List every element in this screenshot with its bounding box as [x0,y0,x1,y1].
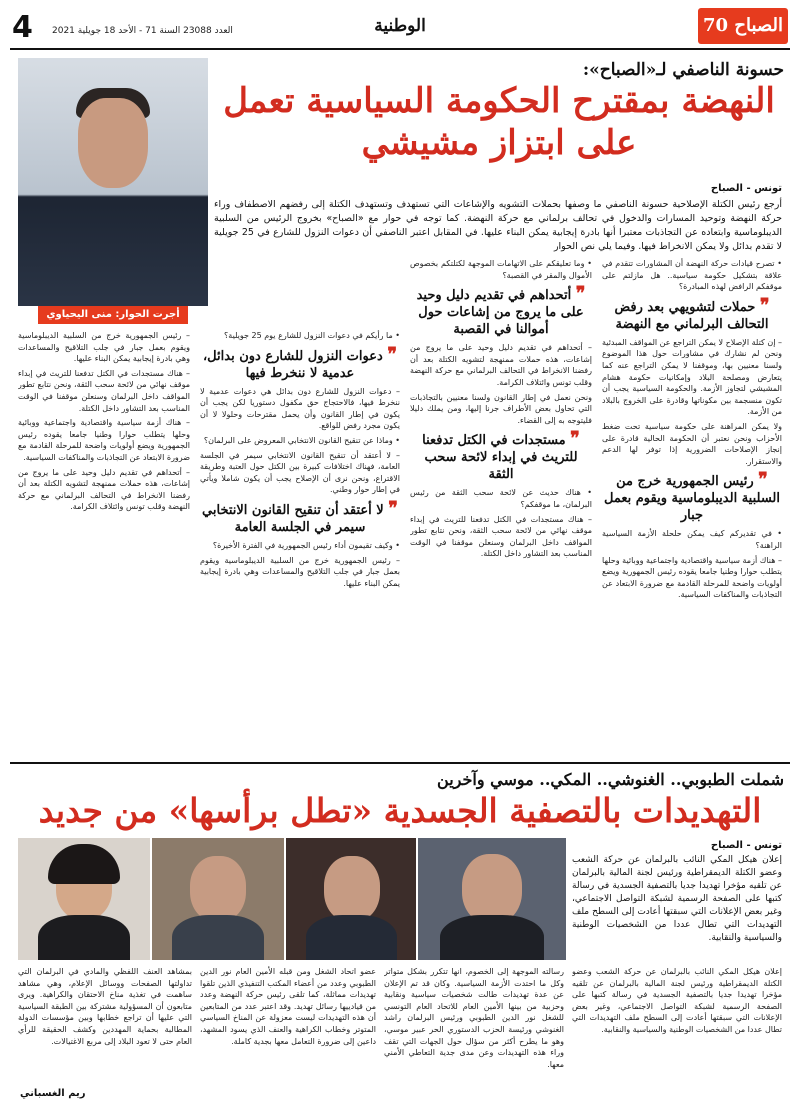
article2-column-4 [18,966,192,1084]
paragraph: عضو اتحاد الشغل ومن قبله الأمين العام نور الدين الطبوبي وعدد من أعضاء المكتب التنفيذي الذين تلقوا تهديدات مماثلة، كما تلقى رئيس حركة النهضة وعدد من قيادييها رسائل تهديد. وقد اعتبر عدد من المتابعين أن هذه التهديدات ليست معزولة عن المناخ السياسي المتوتر وخطاب الكراهية والعنف الذي يسود المشهد، داعين إلى ضرورة التعامل معها بجدية كاملة. [200,967,376,1046]
pull-quote-text: دعوات النزول للشارع دون بدائل، عدمية لا ننخرط فيها [202,348,383,381]
paragraph: ونحن نعمل في إطار القانون ولسنا معنيين بالتجاذبات التي تحاول بعض الأطراف جرنا إليها، ومن يملك دليلا فليتوجه به إلى القضاء. [410,392,592,425]
pull-quote-text: أتحداهم في تقديم دليل وحيد على ما يروج من إشاعات حول أموالنا في القصبة [416,288,584,338]
article2-headline: التهديدات بالتصفية الجسدية «تطل برأسها» من جديد [38,791,762,830]
photo-abir-moussi [18,838,150,960]
section-title: الوطنية [374,16,426,36]
pull-quote-3: ❞ أتحداهم في تقديم دليل وحيد على ما يروج من إشاعات حول أموالنا في القصبة [416,283,586,338]
article1-column-4 [18,330,190,756]
interviewee-photo [18,58,208,306]
article2-column-2 [384,966,564,1100]
paragraph: بمشاهد العنف اللفظي والمادي في البرلمان التي تداولتها الصفحات ووسائل الإعلام، وهي مشاهد ساهمت في تغذية مناخ الاحتقان والكراهية. ويرى متابعون أن المسؤولية مشتركة بين الطبقة السياسية التي عليها أن تراجع خطابها وبين مؤسسات الدولة المطالبة بحماية المهددين وكشف الحقيقة للرأي العام حتى لا تعود البلاد إلى مربع الاغتيالات. [18,967,192,1046]
issue-info: العدد 23088 السنة 71 - الأحد 18 جويلية 2021 [52,26,233,36]
photo-noureddine-taboubi [418,838,566,960]
pull-quote-1: ❞ حملات لتشويهي بعد رفض التحالف البرلماني مع النهضة [614,294,770,332]
paragraph: • وماذا عن تنقيح القانون الانتخابي المعروض على البرلمان؟ [203,435,400,445]
paragraph: • هناك حديث عن لائحة سحب الثقة من رئيس البرلمان، ما موقفكم؟ [410,488,592,509]
pull-quote-text: رئيس الجمهورية خرج من السلبية الديبلوماسية ويقوم بعمل جبار [603,474,781,524]
article2-intro: إعلان هيكل المكي النائب بالبرلمان عن حركة الشعب وعضو الكتلة الديمقراطية ورئيس لجنة المالية بالبرلمان عن تلقيه مؤخرا تهديدا جديا بالتصفية الجسدية في رسالة كتبها على الصفحة الرسمية لشبكة التواصل الاجتماعي، وغير بعض الإعلانات التي سبقتها أعادت إلى السطح ملف التهديدات التي تطال عددا من الشخصيات الوطنية والسياسية والنقابية. [572,855,782,943]
paragraph: ولا يمكن المراهنة على حكومة سياسية تحت ضغط الأحزاب ونحن نعتبر أن الحكومة الحالية قادرة على إنجاز الإصلاحات الضرورية إذا توفر لها الدعم والاستقرار. [602,421,782,466]
paragraph: رسالته الموجهة إلى الخصوم، انها تتكرر بشكل متواتر وكل ما احتدت الأزمة السياسية. وكان قد تم الإعلان عن عدة تهديدات طالت شخصيات سياسية ونقابية وحزبية من بينها الأمين العام للاتحاد العام التونسي للشغل نور الدين الطبوبي ورئيس البرلمان راشد الغنوشي ورئيسة الحزب الدستوري الحر عبير موسي، وهو ما يطرح أكثر من سؤال حول الجهات التي تقف وراء هذه التهديدات وعن مدى جدية التعاطي الأمني معها. [384,967,564,1069]
paragraph: • تصرح قيادات حركة النهضة أن المشاورات تتقدم في علاقة بتشكيل حكومة سياسية.. هل مازلتم على موقفكم الرافض لهذه المبادرة؟ [602,259,782,292]
article1-column-1 [602,258,782,756]
paragraph: – دعوات النزول للشارع دون بدائل هي دعوات عدمية لا ننخرط فيها، فالاحتجاج حق مكفول دستوريا لكن يجب أن يكون في إطار القانون وأن يحمل مقترحات وحلولا لا أن يكون مجرد رفض للواقع. [200,386,400,431]
article1-column-3 [200,330,400,756]
paragraph: – أتحداهم في تقديم دليل وحيد على ما يروج من إشاعات، هذه حملات ممنهجة لتشويه الكتلة بعد أن رفضنا الانخراط في التحالف البرلماني مع حركة النهضة وقلب تونس وائتلاف الكرامة. [18,467,190,512]
article1-kicker: حسونة الناصفي لـ«الصباح»: [582,60,784,80]
paragraph: – هناك أزمة سياسية واقتصادية واجتماعية ووبائية وحلها يتطلب حوارا وطنيا جامعا يقوده رئيس الجمهورية ويضع أولويات واضحة للمرحلة القادمة مع ضرورة الابتعاد عن التجاذبات والمناكفات السياسية. [602,555,782,600]
paragraph: • ما رأيكم في دعوات النزول للشارع يوم 25 جويلية؟ [224,331,400,340]
article1-headline: النهضة بمقترح الحكومة السياسية تعمل على ابتزاز مشيشي [223,81,775,163]
paragraph: • في تقديركم كيف يمكن حلحلة الأزمة السياسية الراهنة؟ [602,529,782,550]
paragraph: – رئيس الجمهورية خرج من السلبية الديبلوماسية ويقوم بعمل جبار في جلب التلاقيح والمساعدات وهي بادرة إيجابية يمكن البناء عليها. [18,331,190,364]
paragraph: – هناك مستجدات في الكتل تدفعنا للتريث في إبداء موقف نهائي من لائحة سحب الثقة، ونحن نتابع تطور المواقف داخل البرلمان وسنعلن موقفنا في الوقت المناسب بعد التشاور داخل الكتلة. [410,514,592,559]
article2-dateline: تونس - الصباح [710,840,782,851]
article1-column-2 [410,258,592,756]
pull-quote-2: ❞ رئيس الجمهورية خرج من السلبية الديبلوماسية ويقوم بعمل جبار [603,469,781,524]
article2-column-1 [572,966,782,1100]
paragraph: – لا أعتقد أن تنقيح القانون الانتخابي سيمر في الجلسة العامة، فهناك اختلافات كبيرة بين الكتل حول العتبة وطريقة الاقتراع، ونحن نرى أن الإصلاح يجب أن يكون شاملا ويأتي في إطار حوار وطني. [200,450,400,495]
paragraph: – رئيس الجمهورية خرج من السلبية الديبلوماسية ويقوم بعمل جبار في جلب التلاقيح والمساعدات وهي بادرة إيجابية يمكن البناء عليها. [200,555,400,588]
pull-quote-text: مستجدات في الكتل تدفعنا للتريث في إبداء لائحة سحب الثقة [422,433,578,483]
article2-column-3 [200,966,376,1100]
page-number: 4 [12,10,33,45]
author-signature: ريم الغسباني [20,1088,86,1099]
paragraph: • وما تعليقكم على الاتهامات الموجهة لكتلتكم بخصوص الأموال والمقر في القصبة؟ [410,259,592,280]
paragraph: – هناك أزمة سياسية واقتصادية واجتماعية ووبائية وحلها يتطلب حوارا وطنيا جامعا يقوده رئيس الجمهورية ويضع أولويات واضحة للمرحلة القادمة مع ضرورة الابتعاد عن التجاذبات والمناكفات السياسية. [18,418,190,462]
article1-intro: أرجع رئيس الكتلة الإصلاحية حسونة الناصفي ما وصفها بحملات التشويه والإشاعات التي تستهدف وتستهدف الكتلة إلى رفضهم الاصطفاف وراء حركة النهضة وتوحيد المسارات والدخول في تحالف برلماني مع حركة النهضة. كما توجه في حوار مع «الصباح» بخروج الرئيس من السلبية الديبلوماسية وابتعاده عن التجاذبات معتبرا أنها بادرة إيجابية يمكن البناء عليها. في المقابل اعتبر الناصفي أن دعوات النزول للشارع في 25 جويلية لا تقدم بدائل ولا يمكن الانخراط فيها. وفيما يلي نص الحوار [214,199,782,252]
section-divider [10,762,790,764]
pull-quote-text: حملات لتشويهي بعد رفض التحالف البرلماني مع النهضة [614,299,769,332]
article2-kicker: شملت الطبوبي.. الغنوشي.. المكي.. موسي وآخرين [437,770,784,789]
newspaper-logo: الصباح 70 [698,8,788,44]
pull-quote-text: لا أعتقد أن تنقيح القانون الانتخابي سيمر في الجلسة العامة [202,502,384,535]
photo-caption: أجرت الحوار: منى اليحياوي [38,306,188,324]
paragraph: • وكيف تقيمون أداء رئيس الجمهورية في الفترة الأخيرة؟ [212,540,400,550]
pull-quote-5: ❞ دعوات النزول للشارع دون بدائل، عدمية لا ننخرط فيها [202,343,397,381]
pull-quote-6: ❞ لا أعتقد أن تنقيح القانون الانتخابي سيمر في الجلسة العامة [202,497,398,535]
paragraph: – إن كتلة الإصلاح لا يمكن التراجع عن المواقف المبدئية ونحن لم نشارك في مشاورات حول هذا الموضوع ولسنا معنيين بها، وموقفنا لا يمكن التراجع عنه كما يتعارض ومصلحة البلاد وإمكانيات حكومة هشام المشيشي لتجاوز الأزمة. والحكومة السياسية يجب أن تكون منسجمة بين مكوناتها وقادرة على الخروج بالبلاد من الأزمة. [602,337,782,417]
paragraph: إعلان هيكل المكي النائب بالبرلمان عن حركة الشعب وعضو الكتلة الديمقراطية ورئيس لجنة المالية بالبرلمان عن تلقيه مؤخرا تهديدا جديا بالتصفية الجسدية في رسالة كتبها على الصفحة الرسمية لشبكة التواصل الاجتماعي، وغير بعض الإعلانات التي سبقتها أعادت إلى السطح ملف التهديدات التي تطال عددا من الشخصيات الوطنية والسياسية والنقابية. [572,967,782,1034]
photo-rached-ghannouchi [286,838,416,960]
photo-haykel-mekki [152,838,284,960]
paragraph: – هناك مستجدات في الكتل تدفعنا للتريث في إبداء موقف نهائي من لائحة سحب الثقة، ونحن نتابع تطور المواقف داخل البرلمان وسنعلن موقفنا في الوقت المناسب بعد التشاور داخل الكتلة. [18,368,190,413]
article1-dateline: تونس - الصباح [710,183,782,194]
paragraph: – أتحداهم في تقديم دليل وحيد على ما يروج من إشاعات، هذه حملات ممنهجة لتشويه الكتلة بعد أن رفضنا الانخراط في التحالف البرلماني مع حركة النهضة وقلب تونس وائتلاف الكرامة. [410,343,592,387]
pull-quote-4: ❞ مستجدات في الكتل تدفعنا للتريث في إبداء لائحة سحب الثقة [422,428,580,483]
